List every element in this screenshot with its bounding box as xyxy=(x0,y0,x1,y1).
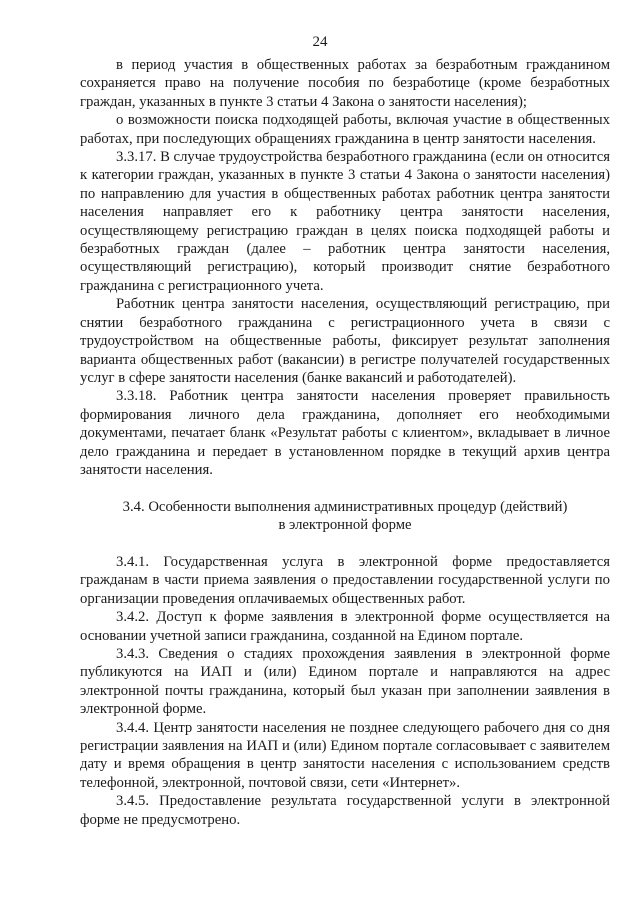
page-number: 24 xyxy=(312,34,328,50)
paragraph-3-4-3: 3.4.3. Сведения о стадиях прохождения заявления в электронной форме публикуются на ИАП и (или) Едином портале и направляются на адрес электронной почты гражданина, который был указан при заполнении заявления в электронной форме. xyxy=(80,645,610,718)
paragraph-3-4-1: 3.4.1. Государственная услуга в электронной форме предоставляется гражданам в части приема заявления о предоставлении государственной услуги по организации проведения оплачиваемых общественных работ. xyxy=(80,553,610,607)
section-heading-3-4 xyxy=(80,498,610,535)
paragraph-3-3-17: 3.3.17. В случае трудоустройства безработного гражданина (если он относится к категории граждан, указанных в пункте 3 статьи 4 Закона о занятости населения) по направлению для участия в общественных работах работник центра занятости населения направляет его к работнику центра занятости населения, осуществляющему регистрацию граждан в целях поиска подходящей работы и безработных граждан (далее – работник центра занятости населения, осуществляющий регистрацию), который производит снятие безработного гражданина с регистрационного учета. xyxy=(80,149,610,294)
paragraph-registration-worker: Работник центра занятости населения, осуществляющий регистрацию, при снятии безработного гражданина с регистрационного учета в связи с трудоустройством на общественные работы, фиксирует результат заполнения варианта общественных работ (вакансии) в регистре получателей государственных услуг в сфере занятости населения (банке вакансий и работодателей). xyxy=(80,296,610,386)
section-heading-line-2: в электронной форме xyxy=(278,517,412,534)
paragraph-job-search-possibility: о возможности поиска подходящей работы, включая участие в общественных работах, при последующих обращениях гражданина в центр занятости населения. xyxy=(80,112,610,147)
paragraph-3-3-18: 3.3.18. Работник центра занятости населения проверяет правильность формирования личного дела гражданина, дополняет его необходимыми документами, печатает бланк «Результат работы с клиентом», вкладывает в личное дело гражданина и передает в установленном порядке в текущий архив центра занятости населения. xyxy=(80,388,610,478)
paragraph-3-4-2: 3.4.2. Доступ к форме заявления в электронной форме осуществляется на основании учетной записи гражданина, созданной на Едином портале. xyxy=(80,609,610,644)
section-heading-line-1: 3.4. Особенности выполнения административных процедур (действий) xyxy=(122,498,568,515)
paragraph-3-4-4: 3.4.4. Центр занятости населения не позднее следующего рабочего дня со дня регистрации заявления на ИАП и (или) Едином портале согласовывает с заявителем дату и время обращения в центр занятости населения с использованием средств телефонной, электронной, почтовой связи, сети «Интернет». xyxy=(80,719,610,791)
paragraph-3-4-5: 3.4.5. Предоставление результата государственной услуги в электронной форме не предусмотрено. xyxy=(80,793,610,828)
paragraph-participation-rights: в период участия в общественных работах за безработным гражданином сохраняется право на получение пособия по безработице (кроме безработных граждан, указанных в пункте 3 статьи 4 Закона о занятости населения); xyxy=(80,57,610,110)
document-body xyxy=(80,56,610,829)
